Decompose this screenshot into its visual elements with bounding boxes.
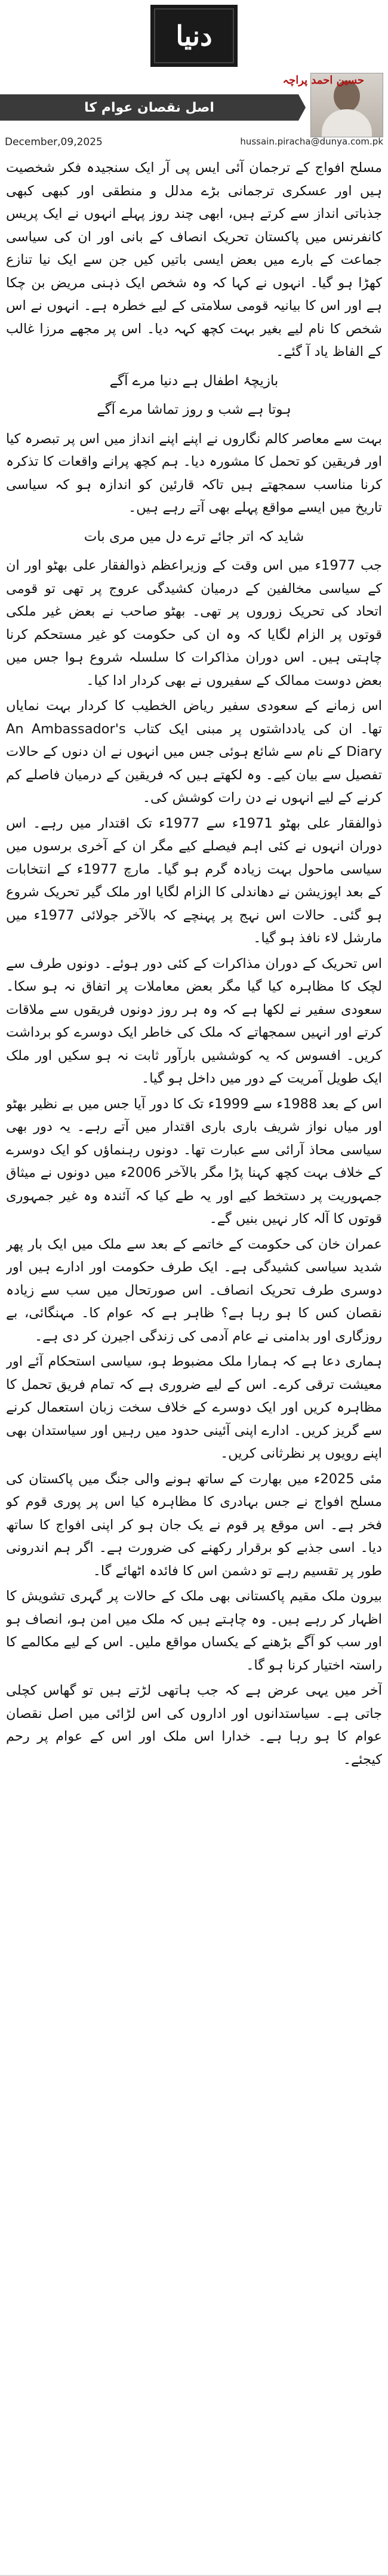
newspaper-logo bbox=[150, 5, 238, 67]
article-paragraph: اس کے بعد 1988ء سے 1999ء تک کا دور آیا جس میں بے نظیر بھٹو اور میاں نواز شریف باری باری اقتدار میں آتے رہے۔ یہ دور بھی سیاسی محاذ آرائی سے عبارت تھا۔ دونوں رہنماؤں کو ایک دوسرے کے خلاف بہت کچھ کہنا پڑا مگر بالآخر 2006ء میں دونوں نے میثاق جمہوریت پر دستخط کیے اور یہ طے کیا کہ آئندہ وہ غیر جمہوری قوتوں کا آلہ کار نہیں بنیں گے۔ bbox=[6, 1096, 382, 1226]
publish-date: December,09,2025 bbox=[5, 136, 103, 148]
author-row bbox=[0, 73, 388, 133]
verse-line: بازیچۂ اطفال ہے دنیا مرے آگے bbox=[109, 373, 279, 389]
column-headline: اصل نقصان عوام کا bbox=[0, 94, 298, 121]
article-paragraph: آخر میں یہی عرض ہے کہ جب ہاتھی لڑتے ہیں تو گھاس کچلی جاتی ہے۔ سیاستدانوں اور اداروں کی اس لڑائی میں اصل نقصان عوام کا ہو رہا ہے۔ خدارا اس ملک اور اس کے عوام پر رحم کیجئے۔ bbox=[6, 1683, 382, 1767]
article-paragraph: عمران خان کی حکومت کے خاتمے کے بعد سے ملک میں ایک بار پھر شدید سیاسی کشیدگی ہے۔ ایک طرف حکومت اور ادارے ہیں اور دوسری طرف تحریک انصاف۔ اس صورتحال میں سب سے زیادہ نقصان کس کا ہو رہا ہے؟ ظاہر ہے کہ عوام کا۔ مہنگائی، بے روزگاری اور بدامنی نے عام آدمی کی زندگی اجیرن کر دی ہے۔ bbox=[6, 1236, 382, 1344]
author-email[interactable]: hussain.piracha@dunya.com.pk bbox=[240, 136, 383, 147]
article-body bbox=[6, 156, 382, 2564]
author-photo-body bbox=[322, 109, 372, 137]
article-paragraph: اس تحریک کے دوران مذاکرات کے کئی دور ہوئے۔ دونوں طرف سے لچک کا مظاہرہ کیا گیا مگر بعض معاملات پر اتفاق نہ ہو سکا۔ سعودی سفیر نے لکھا ہے کہ وہ ہر روز دونوں فریقوں سے ملاقات کرتے اور انہیں سمجھاتے کہ ملک کی خاطر ایک دوسرے کو برداشت کریں۔ افسوس کہ یہ کوششیں بارآور ثابت نہ ہو سکیں اور ملک ایک طویل آمریت کے دور میں داخل ہو گیا۔ bbox=[6, 955, 382, 1086]
logo-text: دنیا bbox=[175, 20, 213, 52]
verse-line: شاید کہ اتر جائے ترے دل میں مری بات bbox=[84, 528, 304, 545]
article-paragraph: ذوالفقار علی بھٹو 1971ء سے 1977ء تک اقتدار میں رہے۔ اس دوران انہوں نے کئی اہم فیصلے کیے مگر ان کے آخری برسوں میں سیاسی ماحول بہت زیادہ گرم ہو گیا۔ مارچ 1977ء کے انتخابات کے بعد اپوزیشن نے دھاندلی کا الزام لگایا اور ملک گیر تحریک شروع ہو گئی۔ حالات اس نہج پر پہنچے کہ بالآخر جولائی 1977ء میں مارشل لاء نافذ ہو گیا۔ bbox=[6, 815, 382, 946]
author-name: حسین احمد پراچہ bbox=[282, 74, 364, 87]
article-paragraph: ہماری دعا ہے کہ ہمارا ملک مضبوط ہو، سیاسی استحکام آئے اور معیشت ترقی کرے۔ اس کے لیے ضروری ہے کہ تمام فریق تحمل کا مظاہرہ کریں اور ایک دوسرے کے خلاف سخت زبان استعمال کرنے سے گریز کریں۔ ادارے اپنی آئینی حدود میں رہیں اور سیاستدان بھی اپنے رویوں پر نظرثانی کریں۔ bbox=[6, 1354, 382, 1461]
logo-brush-frame bbox=[154, 8, 234, 63]
article-paragraph: بیرون ملک مقیم پاکستانی بھی ملک کے حالات پر گہری تشویش کا اظہار کر رہے ہیں۔ وہ چاہتے ہیں کہ ملک میں امن ہو، انصاف ہو اور سب کو آگے بڑھنے کے یکساں مواقع ملیں۔ اس کے لیے مکالمے کا راستہ اختیار کرنا ہو گا۔ bbox=[6, 1588, 382, 1673]
article-paragraph: مئی 2025ء میں بھارت کے ساتھ ہونے والی جنگ میں پاکستان کی مسلح افواج نے جس بہادری کا مظاہرہ کیا اس پر پوری قوم کو فخر ہے۔ اس موقع پر قوم نے یک جان ہو کر اپنی افواج کا ساتھ دیا۔ اسی جذبے کو برقرار رکھنے کی ضرورت ہے۔ اگر ہم اندرونی طور پر تقسیم رہے تو دشمن اس کا فائدہ اٹھائے گا۔ bbox=[6, 1471, 382, 1579]
masthead bbox=[0, 0, 388, 149]
article-paragraph: اس زمانے کے سعودی سفیر ریاض الخطیب کا کردار بہت نمایاں تھا۔ ان کی یادداشتوں پر مبنی ایک کتاب An Ambassador's Diary کے نام سے شائع ہوئی جس میں انہوں نے ان دنوں کے حالات تفصیل سے بیان کیے۔ وہ لکھتے ہیں کہ فریقین کے درمیان فاصلے کم کرنے کے لیے انہوں نے دن رات کوشش کی۔ bbox=[6, 698, 382, 806]
article-paragraph: بہت سے معاصر کالم نگاروں نے اپنے اپنے انداز میں اس پر تبصرہ کیا اور فریقین کو تحمل کا مشورہ دیا۔ ہم کچھ پرانے واقعات کا تذکرہ کرنا مناسب سمجھتے ہیں تاکہ قارئین کو اندازہ ہو کہ سیاسی تاریخ میں ایسے مواقع پہلے بھی آتے رہے ہیں۔ bbox=[6, 431, 382, 515]
article-paragraph: جب 1977ء میں اس وقت کے وزیراعظم ذوالفقار علی بھٹو اور ان کے سیاسی مخالفین کے درمیان کشیدگی عروج پر تھی تو قومی اتحاد کی تحریک زوروں پر تھی۔ بھٹو صاحب نے بعض غیر ملکی قوتوں پر الزام لگایا کہ وہ ان کی حکومت کو غیر مستحکم کرنا چاہتی ہیں۔ اس دوران مذاکرات کا سلسلہ شروع ہوا جس میں بعض دوست ممالک کے سفیروں نے بھی کردار ادا کیا۔ bbox=[6, 558, 382, 688]
article-paragraph: مسلح افواج کے ترجمان آئی ایس پی آر ایک سنجیدہ فکر شخصیت ہیں اور عسکری ترجمانی بڑے مدلل و منطقی اور کبھی کبھی جذباتی انداز سے کرتے ہیں، ابھی چند روز پہلے انہوں نے ایک پریس کانفرنس میں پاکستان تحریک انصاف کے بانی اور ان کی سیاسی جماعت کے بارے میں بعض ایسی باتیں کیں جن سے ایک نیا تنازع کھڑا ہو گیا۔ انہوں نے کہا کہ وہ شخص ایک ذہنی مریض بن چکا ہے اور اس کا بیانیہ قومی سلامتی کے لیے خطرہ ہے۔ انہوں نے اس شخص کا نام لیے بغیر بہت کچھ کہہ دیا۔ اس پر مجھے مرزا غالب کے الفاظ یاد آ گئے۔ bbox=[6, 160, 382, 359]
verse-line: ہوتا ہے شب و روز تماشا مرے آگے bbox=[97, 402, 291, 417]
